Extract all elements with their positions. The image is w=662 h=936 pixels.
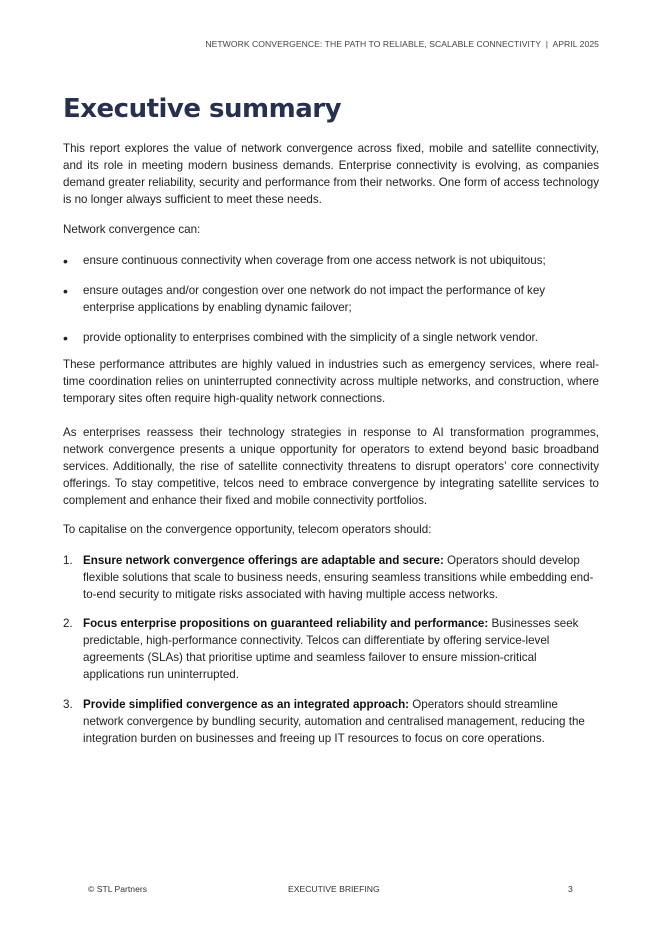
intro-paragraph: This report explores the value of network convergence across fixed, mobile and satellite connectivity, and its role in meeting modern business demands. Enterprise connectivity is evolving, as companies demand greater reliability, security and performance from their networks. One form of access technology is no longer always sufficient to meet these needs.: [63, 142, 599, 206]
bullet-item: [63, 282, 563, 316]
list-number: 3.: [63, 698, 73, 711]
bullet-icon: •: [63, 330, 68, 346]
page-title: Executive summary: [63, 94, 342, 124]
recommendation-text: Operators should develop flexible solutions that scale to business needs, ensuring seamless transitions while embedding end-to-end security to mitigate risks associated with having multiple access networks.: [83, 554, 594, 601]
footer-copyright: © STL Partners: [88, 884, 148, 894]
convergence-lead: Network convergence can:: [63, 223, 201, 236]
recommendation-heading: Ensure network convergence offerings are adaptable and secure:: [83, 554, 444, 567]
bullet-item: [63, 329, 599, 346]
recommendation-item: [63, 552, 599, 603]
bullet-text: ensure continuous connectivity when coverage from one access network is not ubiquitous;: [83, 254, 546, 267]
recommendation-text: Operators should streamline network convergence by bundling security, automation and centralised management, reducing the integration burden on businesses and freeing up IT resources to focus on core operations.: [83, 698, 585, 745]
list-number: 2.: [63, 617, 73, 630]
recommendation-item: [63, 696, 599, 747]
footer-section: EXECUTIVE BRIEFING: [288, 884, 380, 894]
bullet-text: provide optionality to enterprises combined with the simplicity of a single network vendor.: [83, 331, 538, 344]
bullet-icon: •: [63, 253, 68, 269]
bullet-text: ensure outages and/or congestion over one network do not impact the performance of key enterprise applications by enabling dynamic failover;: [83, 284, 546, 314]
recommendation-item: [63, 615, 599, 683]
running-header: NETWORK CONVERGENCE: THE PATH TO RELIABLE, SCALABLE CONNECTIVITY | APRIL 2025: [205, 39, 599, 49]
recommendation-heading: Provide simplified convergence as an integrated approach:: [83, 698, 410, 711]
bullet-icon: •: [63, 283, 68, 299]
recommendation-heading: Focus enterprise propositions on guaranteed reliability and performance:: [83, 617, 489, 630]
bullet-item: [63, 252, 599, 269]
strategy-paragraph: As enterprises reassess their technology strategies in response to AI transformation programmes, network convergence presents a unique opportunity for operators to extend beyond basic broadband services. Additionally, the rise of satellite connectivity threatens to disrupt operators’ core connectivity offerings. To stay competitive, telcos need to embrace convergence by integrating satellite services to complement and enhance their fixed and mobile connectivity portfolios.: [63, 426, 599, 507]
industries-paragraph: These performance attributes are highly valued in industries such as emergency services, where real-time coordination relies on uninterrupted connectivity across multiple networks, and construction, where temporary sites often require high-quality network connections.: [63, 358, 599, 405]
recommendations-lead: To capitalise on the convergence opportunity, telecom operators should:: [63, 523, 432, 536]
list-number: 1.: [63, 554, 73, 567]
page-number: 3: [568, 884, 573, 894]
recommendation-text: Businesses seek predictable, high-performance connectivity. Telcos can differentiate by offering service-level agreements (SLAs) that prioritise uptime and seamless failover to ensure mission-critical applications run uninterrupted.: [83, 617, 579, 681]
